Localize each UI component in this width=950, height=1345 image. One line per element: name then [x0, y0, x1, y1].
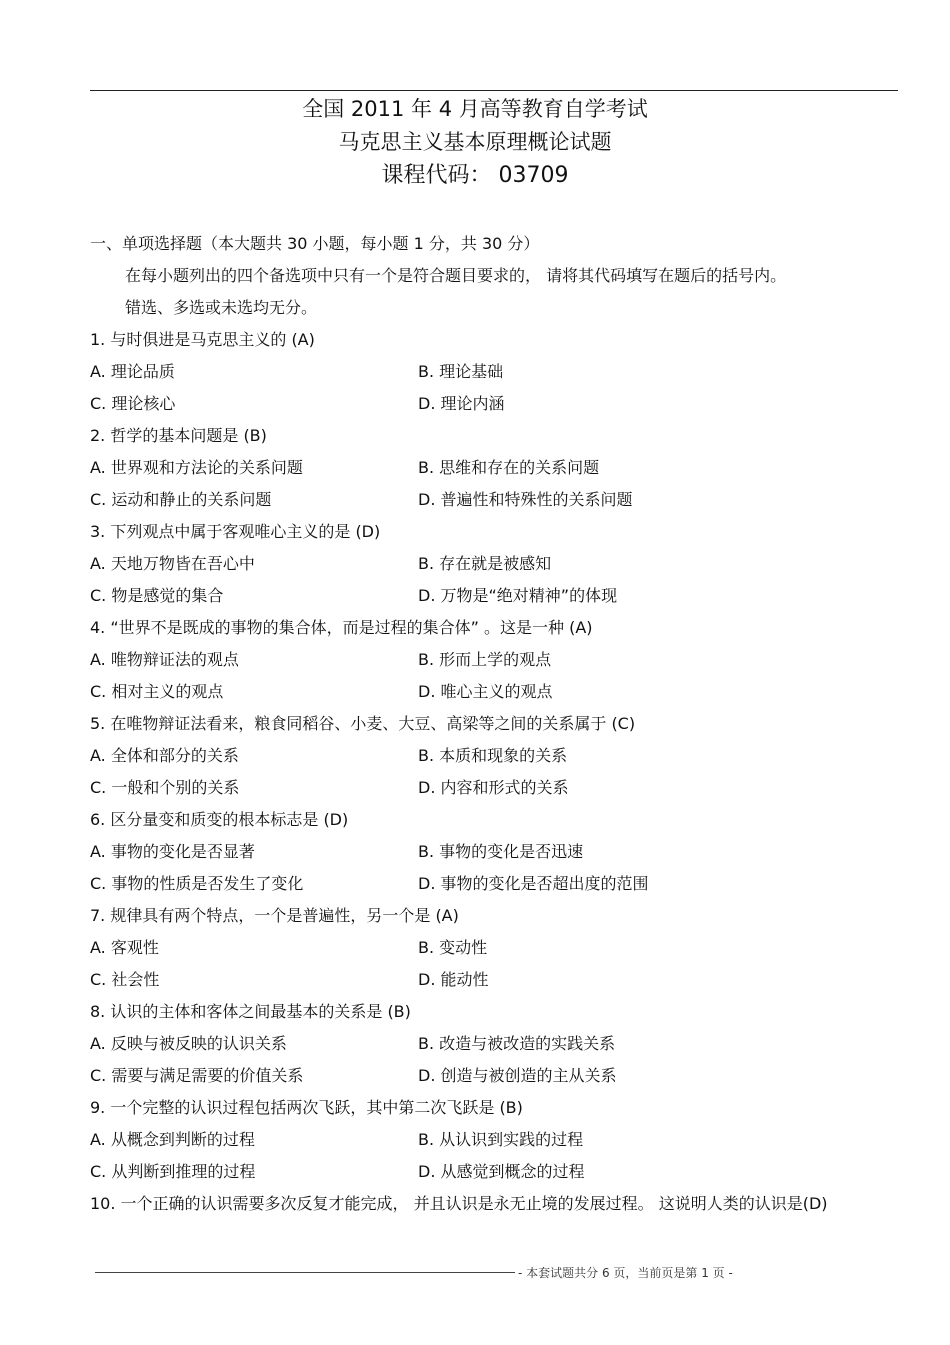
- q2-option-c: C. 运动和静止的关系问题: [90, 490, 272, 509]
- q4-option-d: D. 唯心主义的观点: [418, 682, 553, 701]
- footer-rule: [95, 1272, 515, 1273]
- q7-option-a: A. 客观性: [90, 938, 159, 957]
- q3-option-a: A. 天地万物皆在吾心中: [90, 554, 255, 573]
- instruction-line-1: 在每小题列出的四个备选项中只有一个是符合题目要求的， 请将其代码填写在题后的括号内。: [125, 266, 787, 285]
- q9-option-d: D. 从感觉到概念的过程: [418, 1162, 585, 1181]
- instruction-line-2: 错选、多选或未选均无分。: [125, 298, 318, 317]
- q5-option-b: B. 本质和现象的关系: [418, 746, 568, 765]
- exam-subject: 马克思主义基本原理概论试题: [338, 130, 612, 154]
- q2-option-d: D. 普遍性和特殊性的关系问题: [418, 490, 633, 509]
- question-7: 7. 规律具有两个特点，一个是普遍性，另一个是 (A): [90, 906, 459, 925]
- question-10: 10. 一个正确的认识需要多次反复才能完成， 并且认识是永无止境的发展过程。 这说明人类的认识是(D): [90, 1194, 828, 1213]
- q6-option-b: B. 事物的变化是否迅速: [418, 842, 584, 861]
- q4-option-c: C. 相对主义的观点: [90, 682, 224, 701]
- q3-option-b: B. 存在就是被感知: [418, 554, 552, 573]
- q6-option-d: D. 事物的变化是否超出度的范围: [418, 874, 649, 893]
- q1-option-b: B. 理论基础: [418, 362, 504, 381]
- question-8: 8. 认识的主体和客体之间最基本的关系是 (B): [90, 1002, 411, 1021]
- q4-option-b: B. 形而上学的观点: [418, 650, 552, 669]
- question-1: 1. 与时俱进是马克思主义的 (A): [90, 330, 315, 349]
- q9-option-c: C. 从判断到推理的过程: [90, 1162, 256, 1181]
- question-6: 6. 区分量变和质变的根本标志是 (D): [90, 810, 349, 829]
- q9-option-a: A. 从概念到判断的过程: [90, 1130, 255, 1149]
- q4-option-a: A. 唯物辩证法的观点: [90, 650, 239, 669]
- q8-option-a: A. 反映与被反映的认识关系: [90, 1034, 287, 1053]
- q1-option-c: C. 理论核心: [90, 394, 176, 413]
- page-footer: - 本套试题共分 6 页，当前页是第 1 页 -: [518, 1266, 733, 1280]
- q1-option-a: A. 理论品质: [90, 362, 175, 381]
- question-5: 5. 在唯物辩证法看来，粮食同稻谷、小麦、大豆、高梁等之间的关系属于 (C): [90, 714, 636, 733]
- top-rule: [90, 90, 898, 91]
- question-2: 2. 哲学的基本问题是 (B): [90, 426, 267, 445]
- q7-option-d: D. 能动性: [418, 970, 489, 989]
- q5-option-a: A. 全体和部分的关系: [90, 746, 239, 765]
- q7-option-c: C. 社会性: [90, 970, 160, 989]
- q2-option-a: A. 世界观和方法论的关系问题: [90, 458, 303, 477]
- question-3: 3. 下列观点中属于客观唯心主义的是 (D): [90, 522, 381, 541]
- q3-option-d: D. 万物是“绝对精神”的体现: [418, 586, 618, 605]
- course-code: 课程代码： 03709: [381, 163, 569, 188]
- q7-option-b: B. 变动性: [418, 938, 488, 957]
- question-9: 9. 一个完整的认识过程包括两次飞跃，其中第二次飞跃是 (B): [90, 1098, 523, 1117]
- q6-option-a: A. 事物的变化是否显著: [90, 842, 255, 861]
- q8-option-b: B. 改造与被改造的实践关系: [418, 1034, 616, 1053]
- question-4: 4. “世界不是既成的事物的集合体，而是过程的集合体” 。这是一种 (A): [90, 618, 593, 637]
- q5-option-c: C. 一般和个别的关系: [90, 778, 240, 797]
- q8-option-c: C. 需要与满足需要的价值关系: [90, 1066, 304, 1085]
- q9-option-b: B. 从认识到实践的过程: [418, 1130, 584, 1149]
- q6-option-c: C. 事物的性质是否发生了变化: [90, 874, 304, 893]
- q1-option-d: D. 理论内涵: [418, 394, 505, 413]
- q8-option-d: D. 创造与被创造的主从关系: [418, 1066, 617, 1085]
- q5-option-d: D. 内容和形式的关系: [418, 778, 569, 797]
- exam-title: 全国 2011 年 4 月高等教育自学考试: [302, 97, 648, 121]
- q2-option-b: B. 思维和存在的关系问题: [418, 458, 600, 477]
- q3-option-c: C. 物是感觉的集合: [90, 586, 224, 605]
- section-heading: 一、单项选择题（本大题共 30 小题，每小题 1 分，共 30 分）: [90, 234, 540, 253]
